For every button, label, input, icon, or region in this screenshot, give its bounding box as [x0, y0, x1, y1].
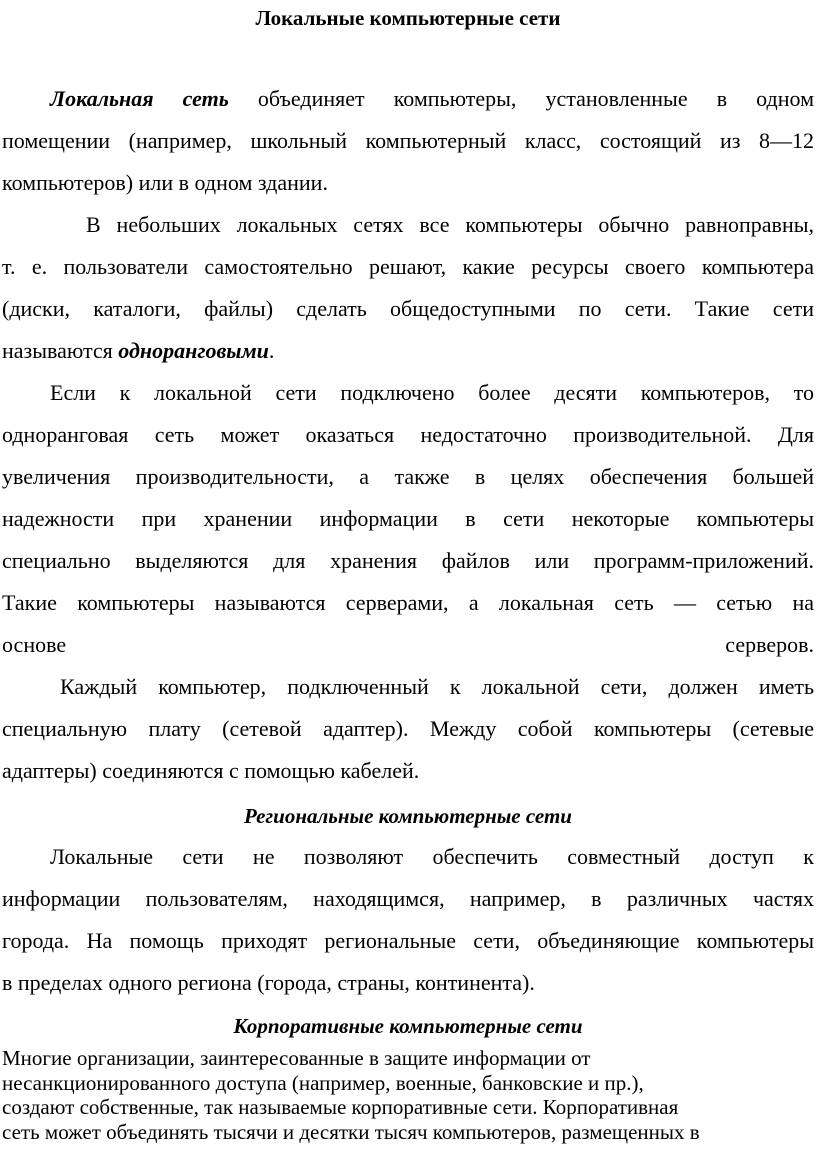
term-local-network: Локальная сеть [50, 86, 229, 111]
paragraph-servers [2, 372, 814, 666]
text-line: одноранговая сеть может оказаться недостаточно производительной. Для [2, 422, 814, 447]
paragraph-corporate [2, 1046, 814, 1144]
text-line: Если к локальной сети подключено более десяти компьютеров, то [50, 380, 814, 405]
text-line [2, 330, 814, 372]
text-line: в пределах одного региона (города, страны, континента). [2, 970, 535, 995]
section-heading-regional: Региональные компьютерные сети [244, 804, 572, 828]
paragraph-local-definition [2, 78, 814, 204]
text-line: надежности при хранении информации в сети некоторые компьютеры [2, 506, 814, 531]
text-line: создают собственные, так называемые корпоративные сети. Корпоративная [2, 1095, 679, 1119]
text-fragment: . [268, 338, 275, 363]
text-line: информации пользователям, находящимся, например, в различных частях [2, 886, 814, 911]
document-title: Локальные компьютерные сети [255, 6, 561, 30]
text-line: адаптеры) соединяются с помощью кабелей. [2, 758, 420, 783]
text-line: т. е. пользователи самостоятельно решают, какие ресурсы своего компьютера [2, 254, 814, 279]
text-line: сеть может объединять тысячи и десятки тысяч компьютеров, размещенных в [2, 1119, 700, 1144]
text-line: специальную плату (сетевой адаптер). Между собой компьютеры (сетевые [2, 716, 814, 741]
paragraph-peer-to-peer [2, 204, 814, 372]
text-line: несанкционированного доступа (например, военные, банковские и пр.), [2, 1070, 644, 1095]
paragraph-regional [2, 836, 814, 1004]
term-peer-to-peer: одноранговыми [118, 338, 269, 363]
text-line: основе серверов. [2, 632, 814, 657]
text-fragment: называются [2, 338, 113, 363]
text-line: специально выделяются для хранения файлов или программ-приложений. [2, 548, 814, 573]
text-line: города. На помощь приходят региональные сети, объединяющие компьютеры [2, 928, 814, 953]
text-line: Многие организации, заинтересованные в защите информации от [2, 1046, 591, 1070]
text-fragment: объединяет компьютеры, установленные в одном [257, 86, 815, 111]
text-line: Такие компьютеры называются серверами, а локальная сеть — сетью на [2, 590, 814, 615]
text-line: Каждый компьютер, подключенный к локальной сети, должен иметь [60, 674, 814, 699]
text-line: компьютеров) или в одном здании. [2, 170, 328, 195]
section-heading-corporate: Корпоративные компьютерные сети [233, 1014, 583, 1038]
text-line: помещении (например, школьный компьютерный класс, состоящий из 8—12 [2, 128, 814, 153]
text-line: увеличения производительности, а также в целях обеспечения большей [2, 464, 814, 489]
text-line [2, 78, 814, 120]
text-line: В небольших локальных сетях все компьютеры обычно равноправны, [86, 212, 814, 237]
text-line: (диски, каталоги, файлы) сделать общедоступными по сети. Такие сети [2, 296, 814, 321]
text-line: Локальные сети не позволяют обеспечить совместный доступ к [50, 844, 814, 869]
paragraph-network-adapter [2, 666, 814, 792]
